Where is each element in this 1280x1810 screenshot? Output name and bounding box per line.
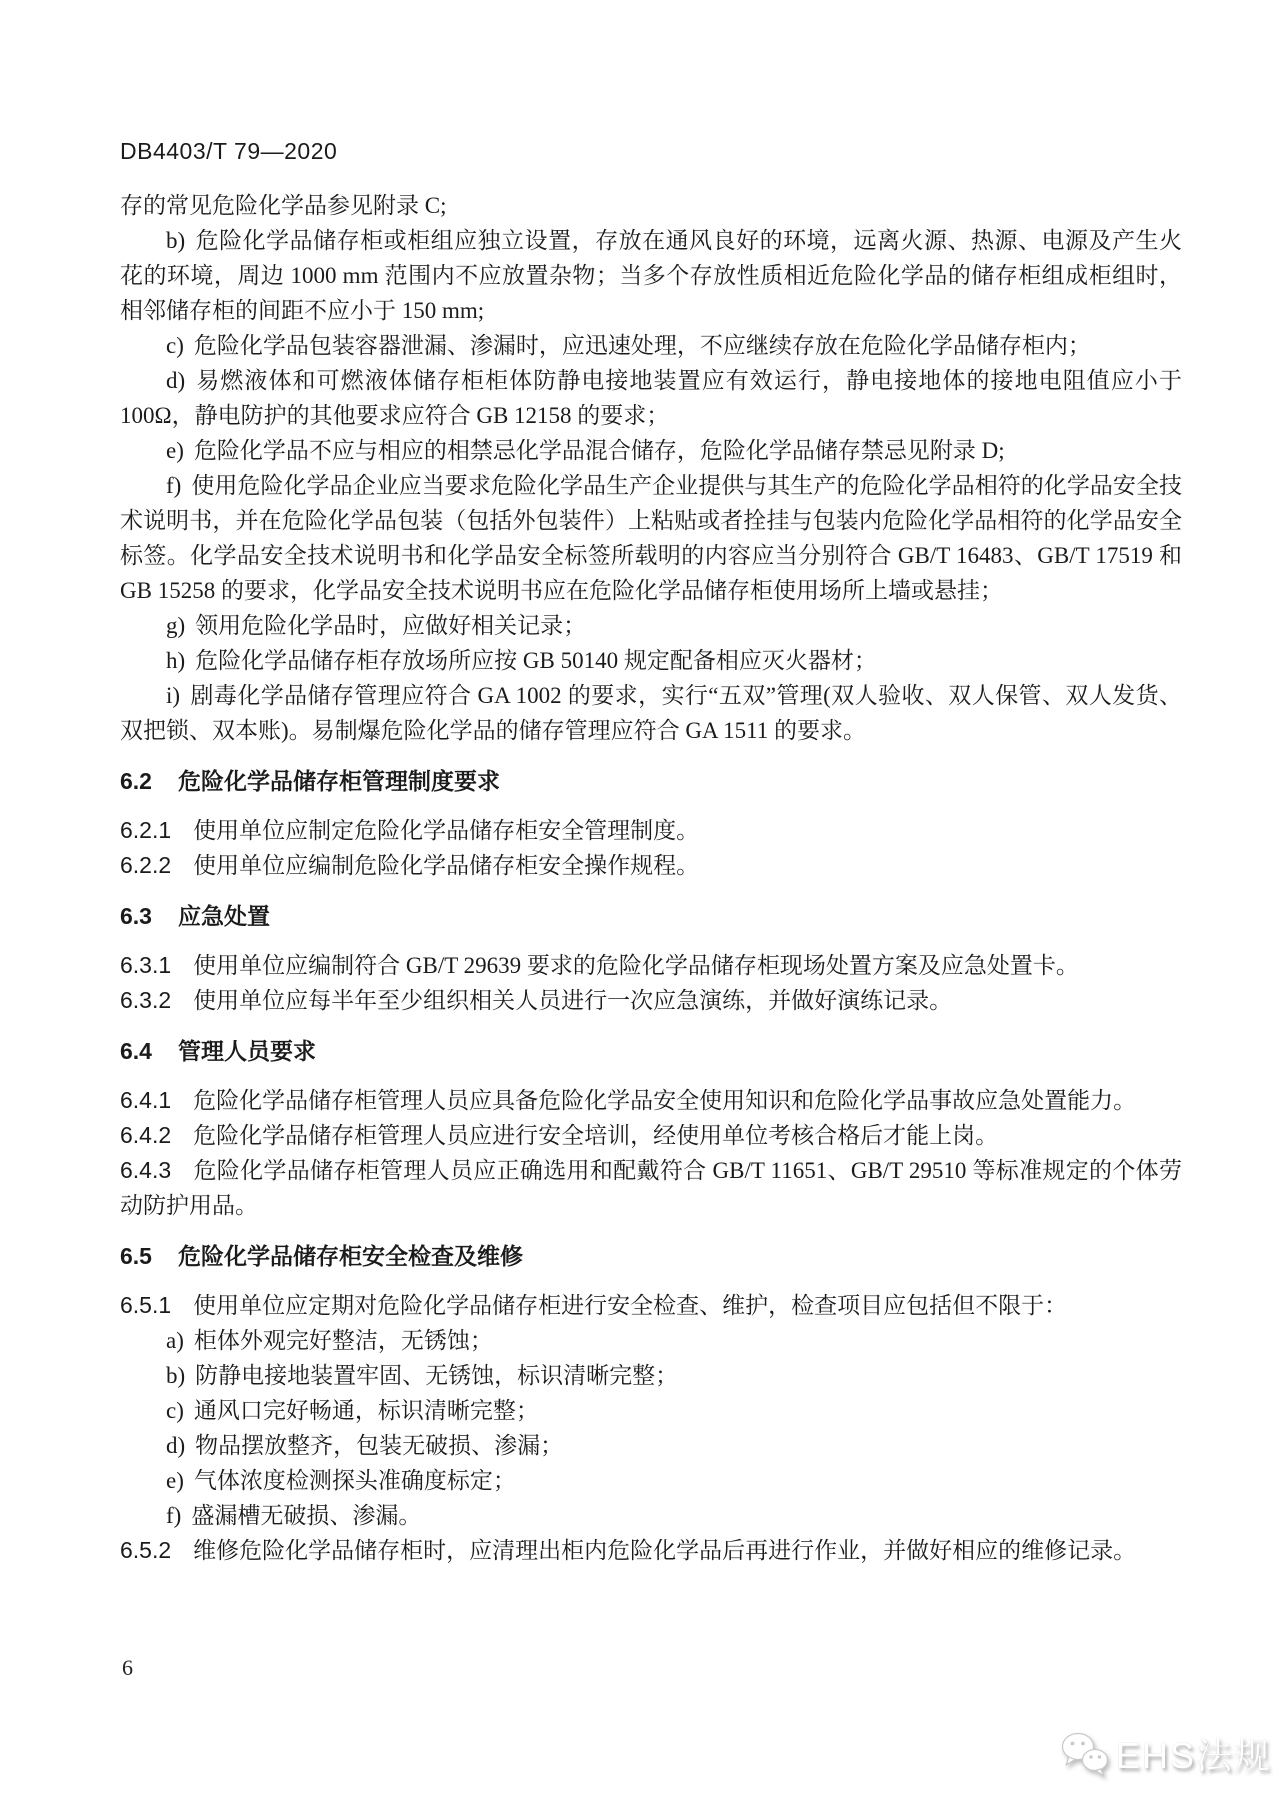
list-item-f: [120, 468, 1182, 608]
section-number: 6.4: [120, 1038, 152, 1064]
list-item-text: 危险化学品储存柜存放场所应按 GB 50140 规定配备相应灭火器材；: [195, 648, 877, 673]
watermark: [1058, 1728, 1272, 1779]
list-item-text: 领用危险化学品时，应做好相关记录；: [195, 613, 587, 638]
check-item-marker: f): [166, 1503, 182, 1528]
clause-text: 使用单位应编制符合 GB/T 29639 要求的危险化学品储存柜现场处置方案及应急处置卡。: [193, 953, 1079, 978]
clause-number: 6.3.2: [120, 987, 172, 1013]
check-item-text: 通风口完好畅通，标识清晰完整；: [193, 1398, 539, 1423]
section-number: 6.5: [120, 1243, 152, 1269]
list-item-marker: e): [166, 438, 184, 463]
clause-6-4-1: [120, 1083, 1182, 1118]
clause-text: 危险化学品储存柜管理人员应具备危险化学品安全使用知识和危险化学品事故应急处置能力。: [193, 1088, 1137, 1113]
page-number: 6: [122, 1655, 133, 1680]
check-item-marker: b): [166, 1363, 186, 1388]
section-number: 6.3: [120, 903, 152, 929]
list-item-marker: f): [166, 473, 182, 498]
clause-text: 使用单位应每半年至少组织相关人员进行一次应急演练，并做好演练记录。: [193, 988, 953, 1013]
clause-number: 6.4.1: [120, 1087, 172, 1113]
clause-text: 危险化学品储存柜管理人员应进行安全培训，经使用单位考核合格后才能上岗。: [193, 1123, 999, 1148]
clause-number: 6.2.2: [120, 852, 172, 878]
clause-6-3-1: [120, 948, 1182, 983]
list-item-h: [120, 643, 1182, 678]
list-item-text: 易燃液体和可燃液体储存柜柜体防静电接地装置应有效运行，静电接地体的接地电阻值应小于 100Ω，静电防护的其他要求应符合 GB 12158 的要求；: [120, 368, 1182, 428]
section-heading-6-4: [120, 1034, 1182, 1069]
list-item-e: [120, 433, 1182, 468]
check-item-text: 盛漏槽无破损、渗漏。: [191, 1503, 422, 1528]
check-item-text: 柜体外观完好整洁，无锈蚀；: [193, 1328, 493, 1353]
check-item-marker: e): [166, 1468, 184, 1493]
section-title: 危险化学品储存柜管理制度要求: [177, 768, 500, 794]
list-item-marker: d): [166, 368, 186, 393]
list-item-text: 危险化学品储存柜或柜组应独立设置，存放在通风良好的环境，远离火源、热源、电源及产生火花的环境，周边 1000 mm 范围内不应放置杂物；当多个存放性质相近危险化学品的储存柜组成柜组时，相邻储存柜的间距不应小于 150 mm;: [120, 228, 1182, 323]
doc-code: DB4403/T 79—2020: [120, 138, 338, 164]
clause-6-4-2: [120, 1118, 1182, 1153]
clause-text: 维修危险化学品储存柜时，应清理出柜内危险化学品后再进行作业，并做好相应的维修记录。: [193, 1538, 1137, 1563]
list-item-marker: b): [166, 228, 186, 253]
list-item-g: [120, 608, 1182, 643]
section-heading-6-3: [120, 899, 1182, 934]
check-item-c: [120, 1393, 1182, 1428]
check-item-marker: a): [166, 1328, 184, 1353]
list-item-marker: h): [166, 648, 186, 673]
clause-text: 使用单位应制定危险化学品储存柜安全管理制度。: [193, 818, 700, 843]
clause-6-2-1: [120, 813, 1182, 848]
list-item-c: [120, 328, 1182, 363]
list-item-text: 使用危险化学品企业应当要求危险化学品生产企业提供与其生产的危险化学品相符的化学品安全技术说明书，并在危险化学品包装（包括外包装件）上粘贴或者拴挂与包装内危险化学品相符的化学品安全标签。化学品安全技术说明书和化学品安全标签所载明的内容应当分别符合 GB/T 16483、GB/T 17519 和 GB 15258 的要求，化学品安全技术说明书应在危险化学品储存柜使用场所上墙或悬挂；: [120, 473, 1182, 603]
check-item-text: 物品摆放整齐，包装无破损、渗漏；: [195, 1433, 564, 1458]
clause-6-5-1: [120, 1288, 1182, 1323]
check-item-marker: d): [166, 1433, 186, 1458]
check-item-marker: c): [166, 1398, 184, 1423]
check-item-d: [120, 1428, 1182, 1463]
check-item-b: [120, 1358, 1182, 1393]
list-item-text: 剧毒化学品储存管理应符合 GA 1002 的要求，实行“五双”管理(双人验收、双人保管、双人发货、双把锁、双本账)。易制爆危险化学品的储存管理应符合 GA 1511 的要求。: [120, 683, 1182, 743]
clause-number: 6.4.2: [120, 1122, 172, 1148]
clause-6-2-2: [120, 848, 1182, 883]
list-item-i: [120, 678, 1182, 748]
clause-number: 6.2.1: [120, 817, 172, 843]
list-item-d: [120, 363, 1182, 433]
paragraph-text: 存的常见危险化学品参见附录 C;: [120, 193, 447, 218]
section-title: 应急处置: [177, 903, 270, 929]
list-item-b: [120, 223, 1182, 328]
wechat-icon: [1058, 1730, 1110, 1778]
check-item-a: [120, 1323, 1182, 1358]
list-item-marker: g): [166, 613, 186, 638]
document-content: [120, 134, 1182, 1568]
clause-6-5-2: [120, 1533, 1182, 1568]
clause-6-4-3: [120, 1153, 1182, 1223]
paragraph-continuation: [120, 188, 1182, 223]
watermark-label: EHS法规: [1115, 1735, 1272, 1776]
check-item-f: [120, 1498, 1182, 1533]
check-item-e: [120, 1463, 1182, 1498]
section-title: 危险化学品储存柜安全检查及维修: [177, 1243, 523, 1269]
clause-number: 6.4.3: [120, 1157, 172, 1183]
list-item-text: 危险化学品不应与相应的相禁忌化学品混合储存，危险化学品储存禁忌见附录 D;: [193, 438, 1005, 463]
clause-text: 使用单位应定期对危险化学品储存柜进行安全检查、维护，检查项目应包括但不限于：: [193, 1293, 1068, 1318]
check-item-text: 防静电接地装置牢固、无锈蚀，标识清晰完整；: [195, 1363, 679, 1388]
section-heading-6-5: [120, 1239, 1182, 1274]
section-title: 管理人员要求: [177, 1038, 316, 1064]
section-number: 6.2: [120, 768, 152, 794]
clause-number: 6.5.1: [120, 1292, 172, 1318]
list-item-marker: c): [166, 333, 184, 358]
clause-text: 使用单位应编制危险化学品储存柜安全操作规程。: [193, 853, 700, 878]
clause-6-3-2: [120, 983, 1182, 1018]
list-item-marker: i): [166, 683, 181, 708]
section-heading-6-2: [120, 764, 1182, 799]
clause-number: 6.3.1: [120, 952, 172, 978]
check-item-text: 气体浓度检测探头准确度标定；: [193, 1468, 516, 1493]
list-item-text: 危险化学品包装容器泄漏、渗漏时，应迅速处理，不应继续存放在危险化学品储存柜内；: [193, 333, 1091, 358]
clause-number: 6.5.2: [120, 1537, 172, 1563]
clause-text: 危险化学品储存柜管理人员应正确选用和配戴符合 GB/T 11651、GB/T 29510 等标准规定的个体劳动防护用品。: [120, 1158, 1182, 1218]
